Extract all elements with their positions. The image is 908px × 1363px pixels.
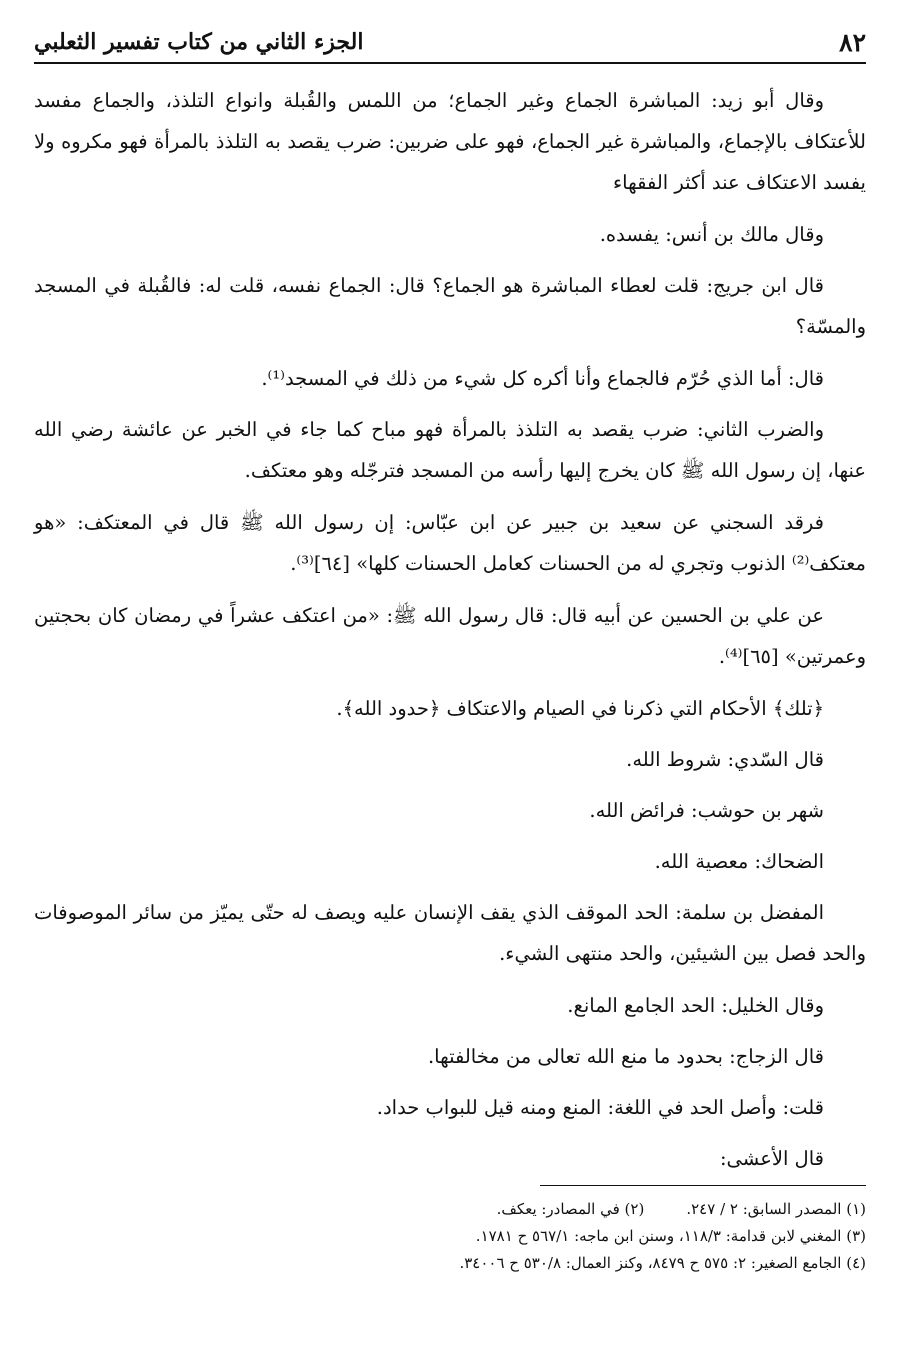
- paragraph: قال ابن جريج: قلت لعطاء المباشرة هو الجماع؟ قال: الجماع نفسه، قلت له: فالقُبلة في المسجد والمسّة؟: [34, 274, 866, 338]
- paragraph: قلت: وأصل الحد في اللغة: المنع ومنه قيل للبواب حداد.: [376, 1096, 824, 1119]
- running-title: الجزء الثاني من كتاب تفسير الثعلبي: [34, 29, 364, 55]
- paragraph: وقال مالك بن أنس: يفسده.: [599, 223, 824, 246]
- footnote-1: (١) المصدر السابق: ٢ / ٢٤٧.: [686, 1200, 866, 1218]
- footnote-3: (٣) المغني لابن قدامة: ١١٨/٣، وسنن ابن ماجه: ٥٦٧/١ ح ١٧٨١.: [475, 1227, 866, 1245]
- quran-verse-paragraph: ﴿تلك﴾ الأحكام التي ذكرنا في الصيام والاعتكاف ﴿حدود الله﴾.: [336, 697, 824, 720]
- paragraph: قال الأعشى:: [719, 1147, 824, 1170]
- main-text: [34, 80, 866, 1189]
- paragraph: الضحاك: معصية الله.: [654, 850, 824, 873]
- footnote-2: (٢) في المصادر: يعكف.: [496, 1200, 645, 1218]
- paragraph: قال الزجاج: بحدود ما منع الله تعالى من مخالفتها.: [427, 1045, 824, 1068]
- page-number: ٨٢: [839, 27, 866, 57]
- paragraph: عن علي بن الحسين عن أبيه قال: قال رسول الله ﷺ: «من اعتكف عشراً في رمضان كان بحجتين وعمرتين» [٦٥]⁽⁴⁾.: [34, 604, 866, 668]
- paragraph: المفضل بن سلمة: الحد الموقف الذي يقف الإنسان عليه ويصف له حتّى يميّز من سائر الموصوفات والحد فصل بين الشيئين، والحد منتهى الشيء.: [34, 901, 866, 965]
- paragraph: قال: أما الذي حُرّم فالجماع وأنا أكره كل شيء من ذلك في المسجد⁽¹⁾.: [261, 367, 824, 390]
- footnote-line: [34, 1196, 866, 1223]
- paragraph: فرقد السجني عن سعيد بن جبير عن ابن عبّاس: إن رسول الله ﷺ قال في المعتكف: «هو معتكف⁽²⁾ الذنوب وتجري له من الحسنات كعامل الحسنات كلها» [٦٤]⁽³⁾.: [34, 511, 866, 575]
- footnote-line: [34, 1223, 866, 1250]
- paragraph: قال السّدي: شروط الله.: [626, 748, 824, 771]
- paragraph: وقال أبو زيد: المباشرة الجماع وغير الجماع؛ من اللمس والقُبلة وانواع التلذذ، والجماع مفسد للأعتكاف بالإجماع، والمباشرة غير الجماع، فهو على ضربين: ضرب يقصد به التلذذ بالمرأة فهو مكروه ولا يفسد الاعتكاف عند أكثر الفقهاء: [34, 89, 866, 194]
- page-header: [34, 22, 866, 64]
- paragraph: وقال الخليل: الحد الجامع المانع.: [567, 994, 824, 1017]
- footnote-4: (٤) الجامع الصغير: ٢: ٥٧٥ ح ٨٤٧٩، وكنز العمال: ٥٣٠/٨ ح ٣٤٠٠٦.: [459, 1254, 866, 1272]
- footnote-line: [34, 1250, 866, 1277]
- footnote-separator: [540, 1185, 866, 1186]
- paragraph: والضرب الثاني: ضرب يقصد به التلذذ بالمرأة فهو مباح كما جاء في الخبر عن عائشة رضي الله عنها، إن رسول الله ﷺ كان يخرج إليها رأسه من المسجد فترجّله وهو معتكف.: [34, 418, 866, 482]
- paragraph: شهر بن حوشب: فرائض الله.: [589, 799, 824, 822]
- footnotes: [34, 1196, 866, 1277]
